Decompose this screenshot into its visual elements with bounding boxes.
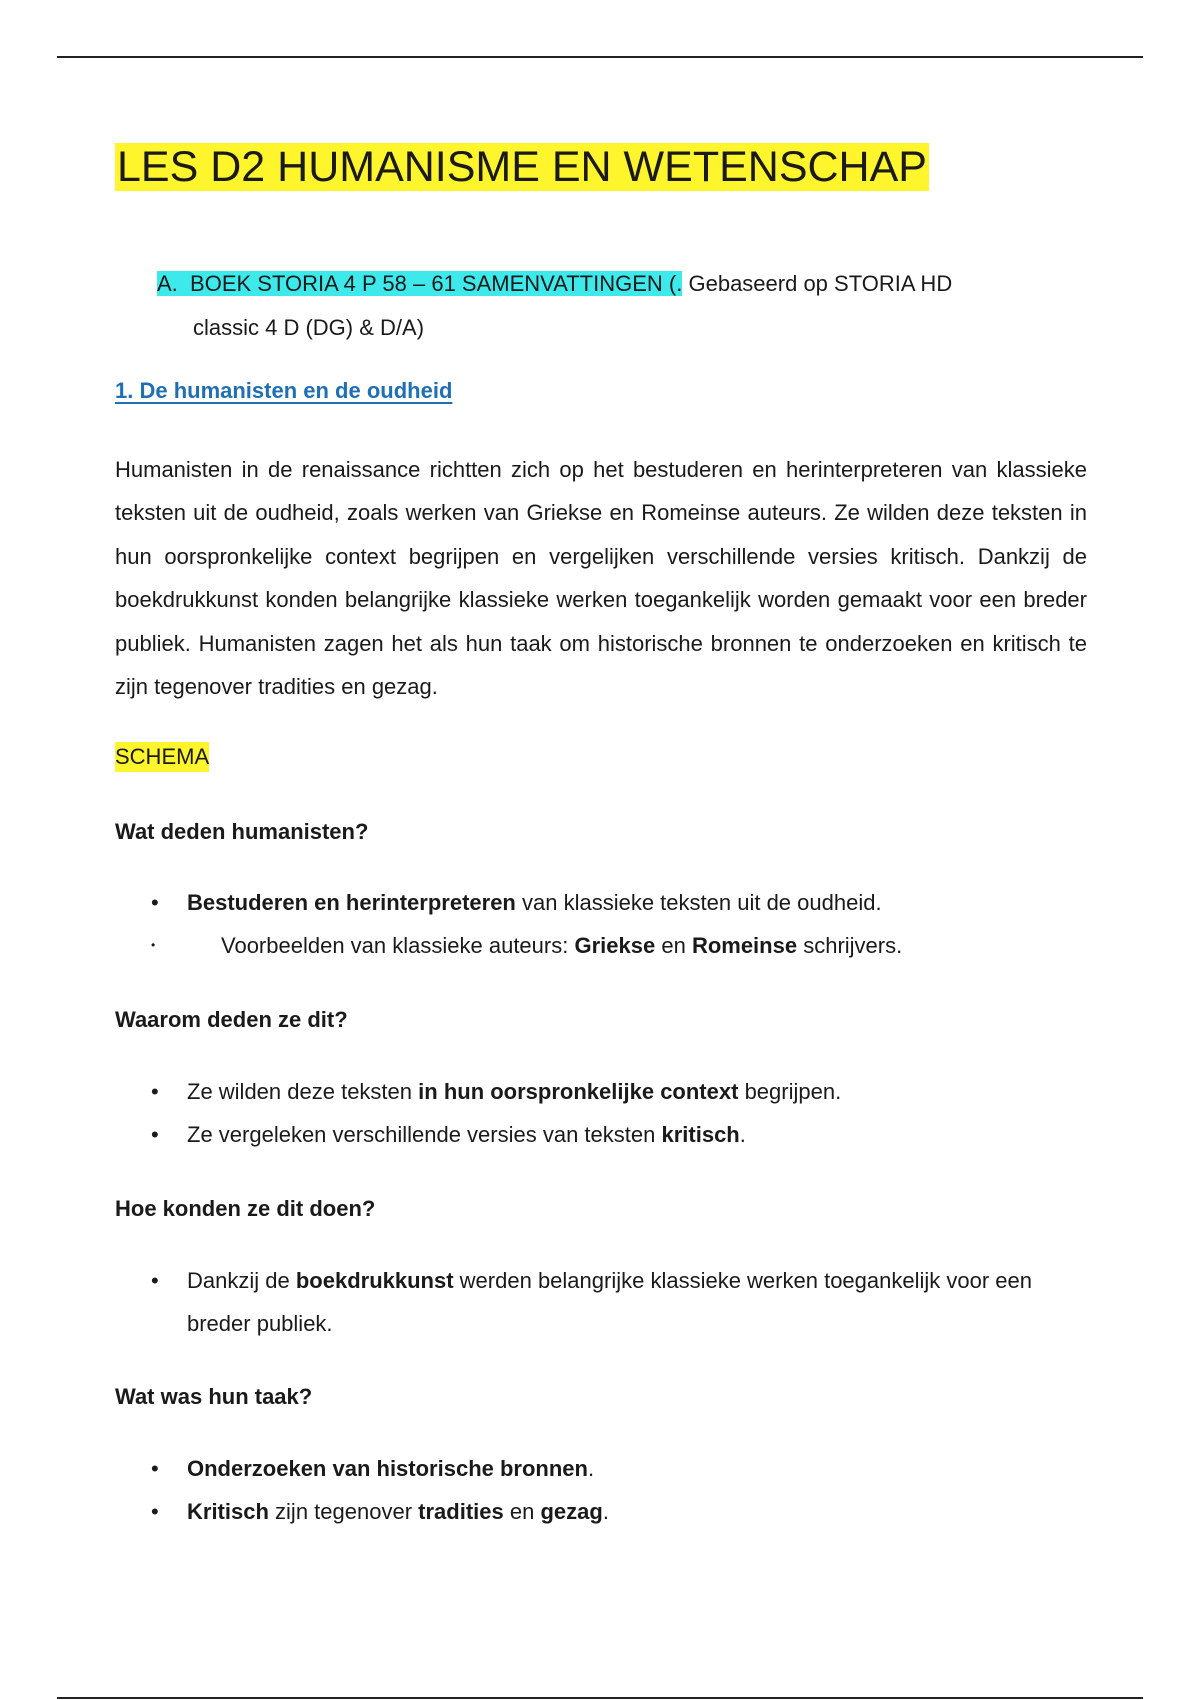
page-title: LES D2 HUMANISME EN WETENSCHAP: [117, 143, 927, 191]
intro-paragraph: Humanisten in de renaissance richtten zich op het bestuderen en herinterpreteren van klassieke teksten uit de oudheid, zoals werken van Griekse en Romeinse auteurs. Ze wilden deze teksten in hun oorspronkelijke context begrijpen en vergelijken verschillende versies kritisch. Dankzij de boekdrukkunst konden belangrijke klassieke werken toegankelijk worden gemaakt voor een breder publiek. Humanisten zagen het als hun taak om historische bronnen te onderzoeken en kritisch te zijn tegenover tradities en gezag.: [115, 457, 1087, 700]
section-heading: 1. De humanisten en de oudheid: [115, 378, 453, 403]
bullet-list: [151, 881, 1087, 968]
list-item: • Ze vergeleken verschillende versies van teksten kritisch.: [151, 1113, 1087, 1156]
list-item: • Dankzij de boekdrukkunst werden belangrijke klassieke werken toegankelijk voor een breder publiek.: [151, 1259, 1087, 1346]
bullet-list: [151, 1259, 1087, 1346]
schema-label: SCHEMA: [115, 742, 209, 772]
list-item: • Bestuderen en herinterpreteren van klassieke teksten uit de oudheid.: [151, 881, 1087, 924]
bullet-list: [151, 1070, 1087, 1157]
question-heading: Wat was hun taak?: [115, 1384, 313, 1409]
bottom-rule: [57, 1697, 1143, 1699]
book-reference: [157, 262, 1087, 350]
top-rule: [57, 56, 1143, 58]
question-heading: Wat deden humanisten?: [115, 819, 369, 844]
list-item: • Onderzoeken van historische bronnen.: [151, 1447, 1087, 1490]
list-item: • Kritisch zijn tegenover tradities en gezag.: [151, 1490, 1087, 1533]
list-item: • Ze wilden deze teksten in hun oorspronkelijke context begrijpen.: [151, 1070, 1087, 1113]
sub-list-item: • Voorbeelden van klassieke auteurs: Griekse en Romeinse schrijvers.: [151, 924, 1087, 967]
question-heading: Waarom deden ze dit?: [115, 1007, 348, 1032]
book-reference-highlight: A. BOEK STORIA 4 P 58 – 61 SAMENVATTINGEN (.: [157, 271, 683, 296]
bullet-list: [151, 1447, 1087, 1534]
book-reference-rest: Gebaseerd op STORIA HD: [688, 271, 953, 296]
book-reference-continuation: classic 4 D (DG) & D/A): [193, 315, 425, 340]
question-heading: Hoe konden ze dit doen?: [115, 1196, 376, 1221]
